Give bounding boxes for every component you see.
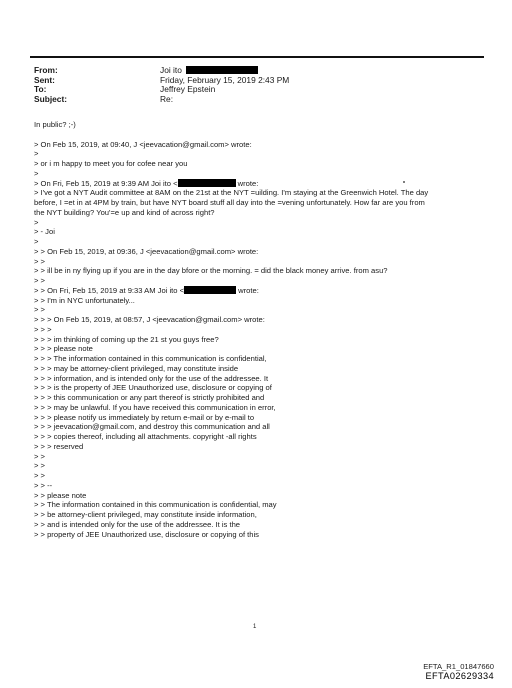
subject-label: Subject: <box>34 93 68 104</box>
body-line-text: > > On Fri, Feb 15, 2019 at 9:33 AM Joi ito < <box>34 285 185 295</box>
body-line: > <box>34 168 39 178</box>
body-line: > or i m happy to meet you for cofee near you <box>34 159 188 168</box>
to-value: Jeffrey Epstein <box>160 84 216 95</box>
to-label: To: <box>34 84 47 95</box>
from-label: From: <box>34 65 58 75</box>
body-line: > > > may be unlawful. If you have received this communication in error, <box>34 402 276 412</box>
wrote-suffix: wrote: <box>235 178 259 188</box>
body-line: > > be attorney-client privileged, may constitute inside information, <box>34 510 257 519</box>
body-line: > > <box>34 276 45 285</box>
body-line: > > > reserved <box>34 441 84 451</box>
body-line: > > <box>34 256 45 266</box>
body-line: > > -- <box>34 480 53 490</box>
body-line: > > > this communication or any part thereof is strictly prohibited and <box>34 393 265 402</box>
email-header <box>34 66 289 104</box>
body-line: the NYT building? You'=e up and kind of across right? <box>34 207 215 217</box>
body-line-with-redaction <box>34 179 482 189</box>
bates-footer <box>423 662 494 681</box>
body-line: > > <box>34 305 45 315</box>
body-line: > > ill be in ny flying up if you are in the day bfore or the morning. = did the black money arrive. from asu? <box>34 266 388 276</box>
body-line: > > please note <box>34 490 87 500</box>
body-line: > > > im thinking of coming up the 21 st you guys free? <box>34 334 219 344</box>
body-line: > On Feb 15, 2019, at 09:40, J <jeevacation@gmail.com> wrote: <box>34 139 252 149</box>
body-line: > > > please notify us immediately by return e-mail or by e-mail to <box>34 412 255 422</box>
body-line: > > and is intended only for the use of the addressee. It is the <box>34 519 241 529</box>
body-line: > > > copies thereof, including all attachments. copyright -all rights <box>34 432 257 441</box>
subject-value: Re: <box>160 93 174 104</box>
body-line: In public? ;-) <box>34 120 76 129</box>
sent-value: Friday, February 15, 2019 2:43 PM <box>160 74 290 85</box>
body-line <box>34 130 482 140</box>
page-number: 1 <box>253 624 257 630</box>
body-line: > > > jeevacation@gmail.com, and destroy this communication and all <box>34 422 270 432</box>
body-line: > > > <box>34 324 52 334</box>
from-value: Joi ito <box>160 65 182 75</box>
body-line: > <box>34 237 39 246</box>
body-line: > > > may be attorney-client privileged, may constitute inside <box>34 363 239 373</box>
body-line: > > <box>34 451 45 461</box>
subject-row <box>34 95 289 105</box>
body-line: > <box>34 217 39 227</box>
email-body <box>34 120 482 539</box>
body-line-with-redaction <box>34 286 482 296</box>
body-line: > > > On Feb 15, 2019, at 08:57, J <jeevacation@gmail.com> wrote: <box>34 315 265 324</box>
bates-number-2: EFTA02629334 <box>425 671 494 681</box>
body-line: > > <box>34 461 45 471</box>
body-line-text: > On Fri, Feb 15, 2019 at 9:39 AM Joi ito < <box>34 178 178 188</box>
body-line: > - Joi <box>34 227 55 237</box>
body-line: > > I'm in NYC unfortunately... <box>34 295 135 305</box>
sent-label: Sent: <box>34 74 55 85</box>
body-line: > > On Feb 15, 2019, at 09:36, J <jeevacation@gmail.com> wrote: <box>34 246 259 256</box>
body-line: > > <box>34 471 45 480</box>
redaction-bar <box>178 179 236 187</box>
wrote-suffix: wrote: <box>236 285 259 295</box>
redaction-bar <box>186 66 258 74</box>
body-line: > > > please note <box>34 344 93 354</box>
body-line: > > The information contained in this communication is confidential, may <box>34 500 277 510</box>
body-line: > > > The information contained in this communication is confidential, <box>34 354 267 363</box>
body-line: > > > is the property of JEE Unauthorized use, disclosure or copying of <box>34 383 272 393</box>
header-rule <box>30 56 484 58</box>
body-line: > > property of JEE Unauthorized use, disclosure or copying of this <box>34 529 259 539</box>
bates-number-1: EFTA_R1_01847660 <box>423 662 494 671</box>
body-line: before, I =et in at 4PM by train, but have NYT board stuff all day into the =vening unfortunately. How far are you from <box>34 198 425 207</box>
body-line: > > > information, and is intended only for the use of the addressee. It <box>34 373 269 383</box>
body-line: > <box>34 149 39 159</box>
redaction-bar <box>184 286 236 294</box>
body-line: > I've got a NYT Audit committee at 8AM on the 21st at the NYT =uilding. I'm staying at the Greenwich Hotel. The day <box>34 188 429 198</box>
